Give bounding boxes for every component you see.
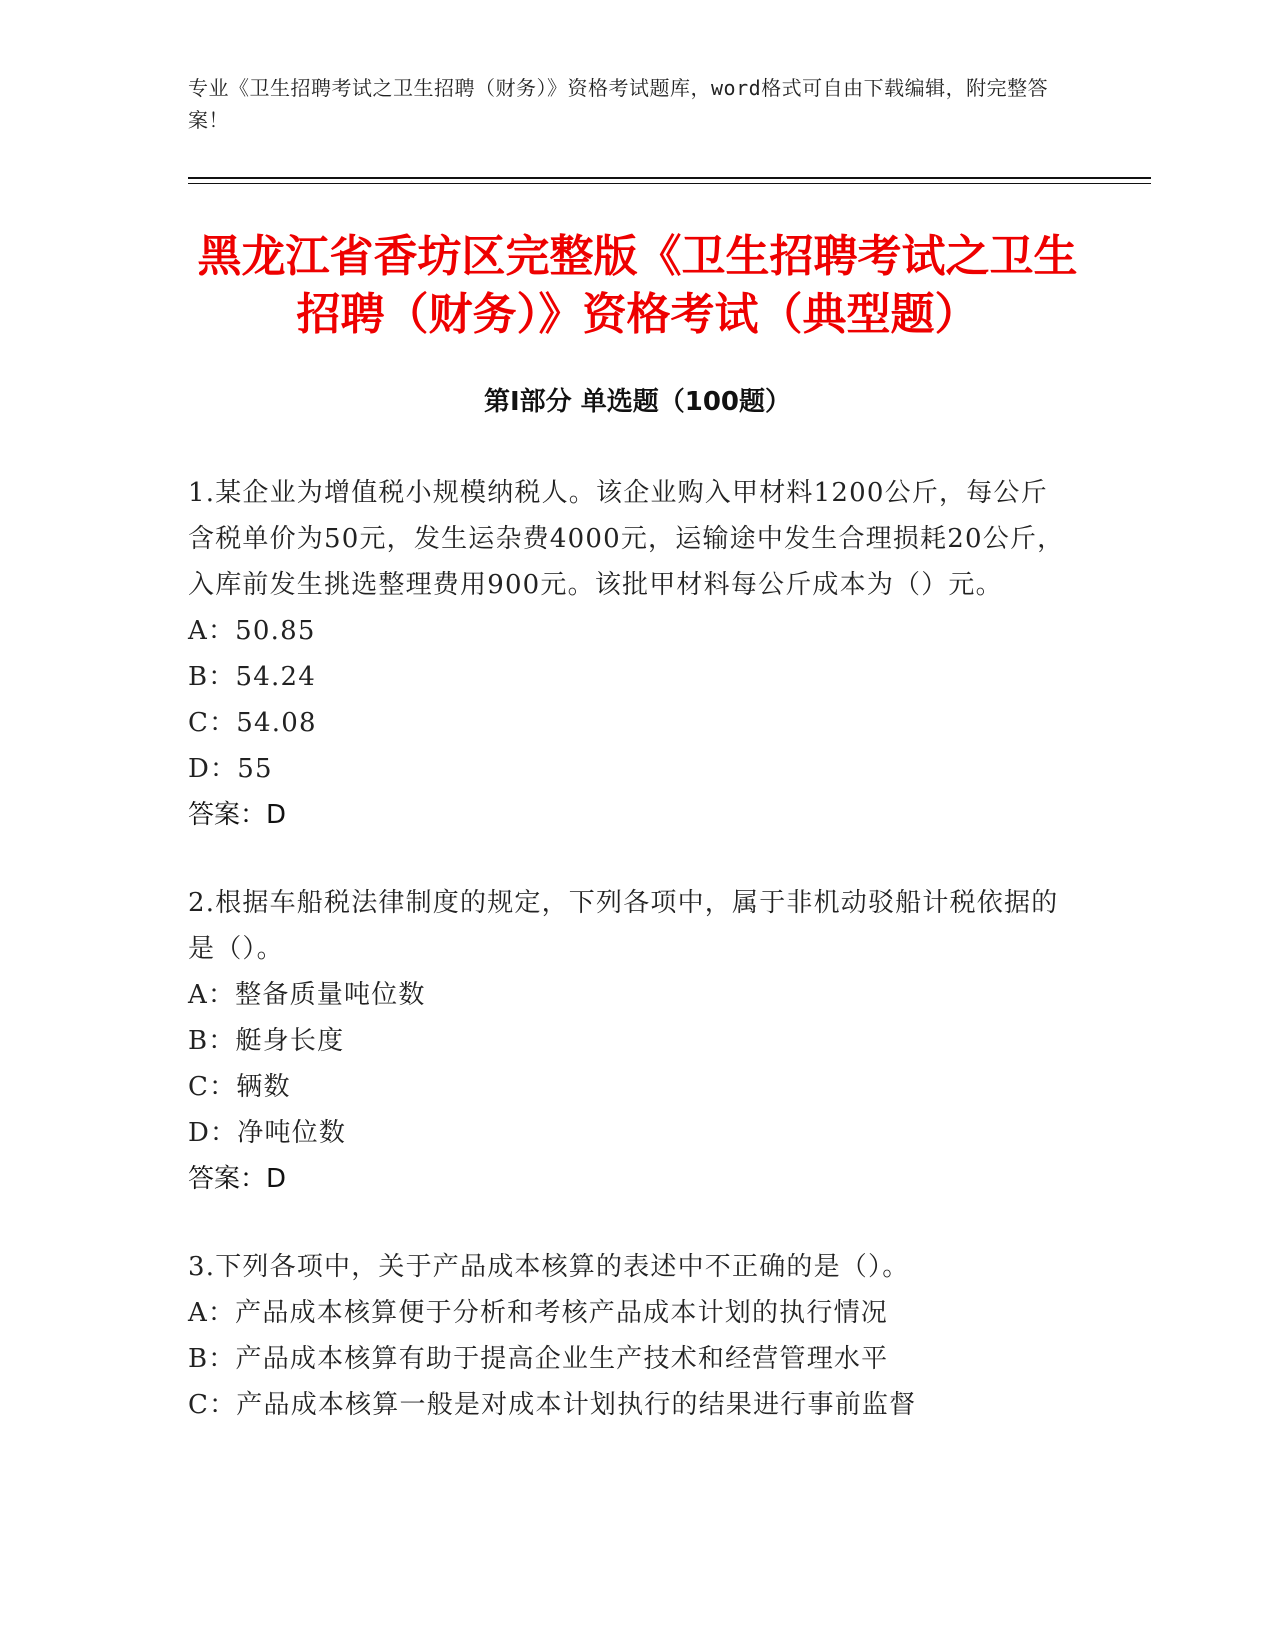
option-b: B：54.24: [188, 662, 316, 692]
document-title: 黑龙江省香坊区完整版《卫生招聘考试之卫生招聘（财务）》资格考试（典型题）: [197, 231, 1078, 340]
section-heading: 第Ⅰ部分 单选题（100题）: [484, 387, 791, 417]
question-stem: 3.下列各项中，关于产品成本核算的表述中不正确的是（）。: [188, 1252, 910, 1282]
option-c: C：54.08: [188, 708, 317, 738]
question-stem: 2.根据车船税法律制度的规定，下列各项中，属于非机动驳船计税依据的是（）。: [188, 888, 1059, 964]
question-2: [188, 880, 1068, 1202]
option-b: B：艇身长度: [188, 1026, 345, 1056]
option-a: A：50.85: [188, 616, 316, 646]
option-a: A：整备质量吨位数: [188, 980, 426, 1010]
answer: 答案：D: [188, 800, 287, 830]
answer: 答案：D: [188, 1164, 287, 1194]
option-c: C：产品成本核算一般是对成本计划执行的结果进行事前监督: [188, 1390, 917, 1420]
option-a: A：产品成本核算便于分析和考核产品成本计划的执行情况: [188, 1298, 888, 1328]
header-note: 专业《卫生招聘考试之卫生招聘（财务）》资格考试题库，word格式可自由下载编辑，附完整答案！: [188, 76, 1049, 132]
header-divider-thick: [188, 177, 1151, 179]
option-b: B：产品成本核算有助于提高企业生产技术和经营管理水平: [188, 1344, 889, 1374]
question-list: [188, 470, 1068, 1470]
option-c: C：辆数: [188, 1072, 291, 1102]
question-1: [188, 470, 1068, 838]
header-divider-thin: [188, 183, 1151, 184]
question-stem: 1.某企业为增值税小规模纳税人。该企业购入甲材料1200公斤，每公斤含税单价为50元，发生运杂费4000元，运输途中发生合理损耗20公斤，入库前发生挑选整理费用900元。该批甲材料每公斤成本为（）元。: [188, 478, 1065, 600]
option-d: D：55: [188, 754, 273, 784]
option-d: D：净吨位数: [188, 1118, 347, 1148]
question-3: [188, 1244, 1068, 1428]
